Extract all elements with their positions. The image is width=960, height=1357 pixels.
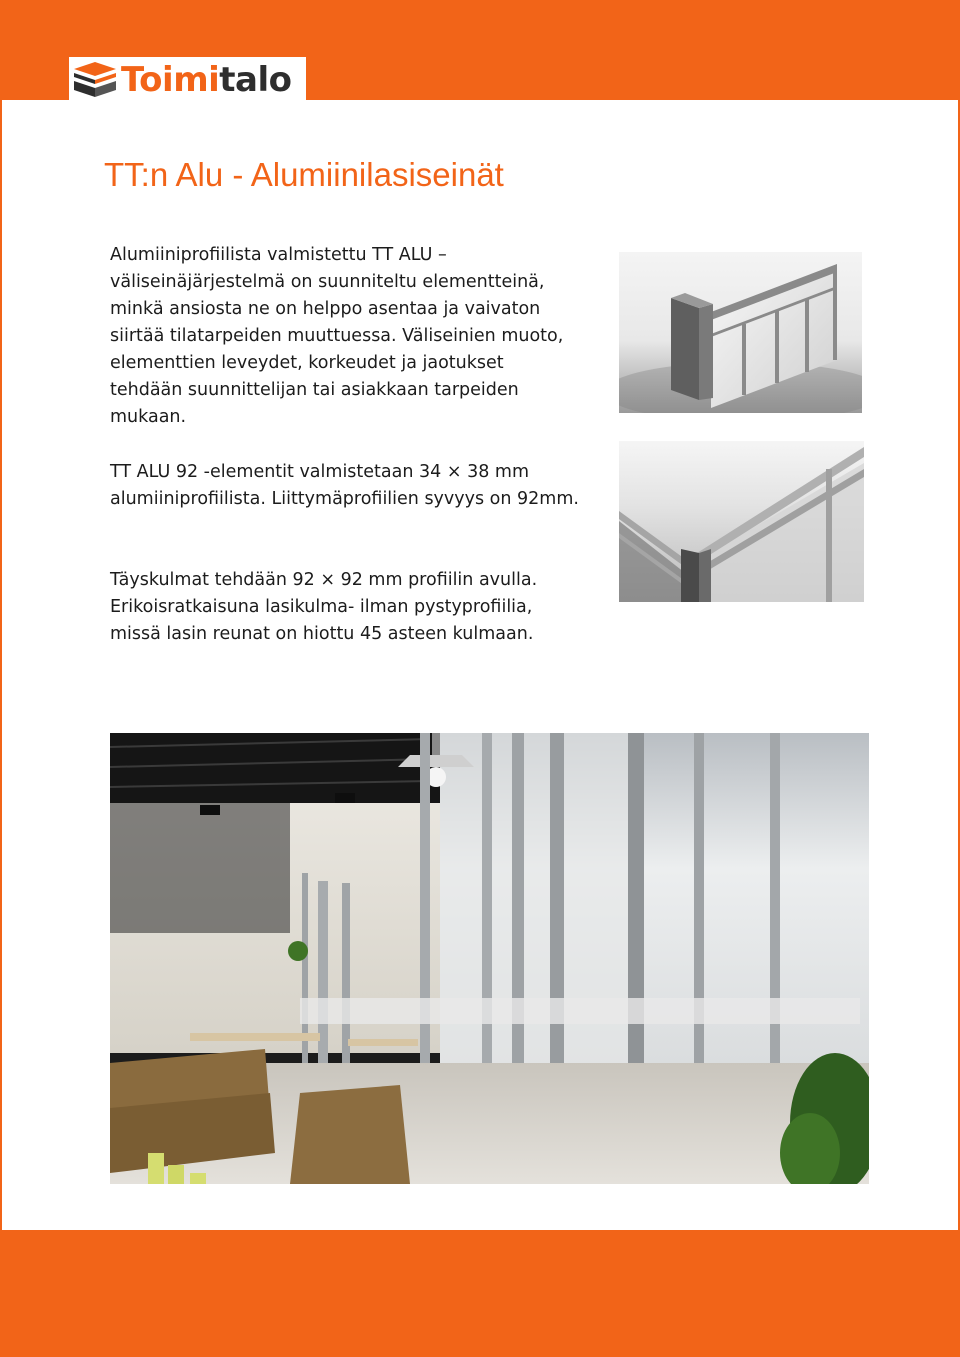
logo-box-icon bbox=[72, 59, 118, 99]
logo-wordmark-part1: Toimi bbox=[121, 60, 220, 100]
glass-corner-render-image bbox=[619, 441, 864, 602]
office-glass-walls-photo bbox=[110, 733, 869, 1184]
intro-paragraph: Alumiiniprofiilista valmistettu TT ALU – väliseinäjärjestelmä on suunniteltu elementteinä, minkä ansiosta ne on helppo asentaa ja vaivaton siirtää tilatarpeiden muuttuessa. Väliseinien muoto, elementtien leveydet, korkeudet ja jaotukset tehdään suunnittelijan tai asiakkaan tarpeiden mukaan. bbox=[110, 245, 564, 427]
footer-band bbox=[0, 1230, 960, 1357]
wall-corner-render-image bbox=[619, 252, 862, 413]
toimitalo-logo bbox=[69, 57, 306, 101]
logo-wordmark-part2: talo bbox=[219, 60, 292, 100]
element-spec-paragraph: TT ALU 92 -elementit valmistetaan 34 × 38 mm alumiiniprofiilista. Liittymäprofiilien syvyys on 92mm. bbox=[110, 462, 579, 509]
corner-solution-paragraph: Täyskulmat tehdään 92 × 92 mm profiilin avulla. Erikoisratkaisuna lasikulma- ilman pystyprofiilia, missä lasin reunat on hiottu 45 asteen kulmaan. bbox=[110, 570, 538, 644]
page-title: TT:n Alu - Alumiinilasiseinät bbox=[104, 156, 504, 193]
logo-wordmark bbox=[121, 57, 292, 101]
